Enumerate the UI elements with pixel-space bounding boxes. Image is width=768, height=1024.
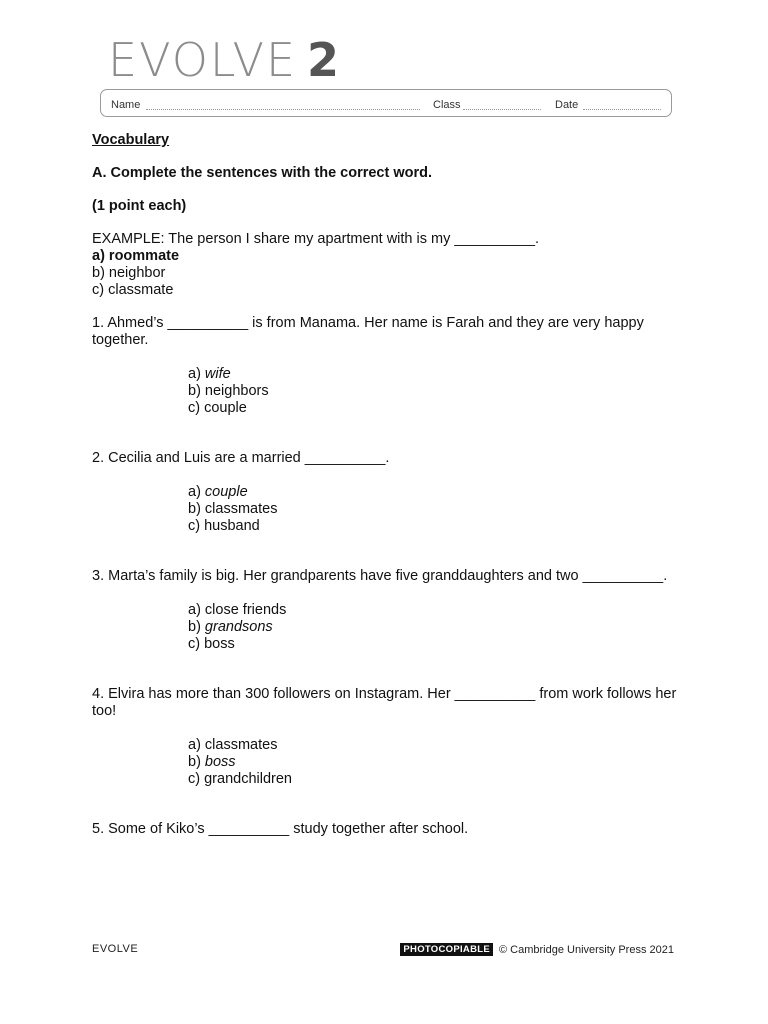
option-letter: a): [188, 602, 205, 618]
points-note: (1 point each): [92, 198, 187, 214]
brand-logo: [108, 34, 339, 86]
option-letter: a): [188, 484, 205, 500]
answer-option[interactable]: [188, 771, 692, 788]
option-letter: b): [188, 501, 205, 517]
option-word: neighbors: [204, 383, 269, 399]
section-title: Vocabulary: [92, 132, 170, 148]
question-block: [92, 686, 692, 788]
answer-option[interactable]: [188, 383, 692, 400]
brand-level: 2: [307, 33, 340, 87]
option-word: grandchildren: [204, 771, 292, 787]
date-field-line[interactable]: [583, 109, 661, 110]
name-field-line[interactable]: [146, 109, 420, 110]
option-letter: b): [188, 754, 205, 770]
option-word: couple: [204, 484, 248, 500]
question-text: 2. Cecilia and Luis are a married __________.: [92, 450, 390, 466]
example-option: c) classmate: [92, 282, 174, 298]
answer-options: [188, 602, 692, 653]
instructions: A. Complete the sentences with the correct word.: [92, 165, 433, 181]
answer-options: [188, 737, 692, 788]
question-list: [92, 315, 692, 838]
answer-options: [188, 366, 692, 417]
option-letter: a): [188, 737, 205, 753]
option-word: close friends: [204, 602, 287, 618]
worksheet-body: [92, 132, 692, 838]
answer-option[interactable]: [188, 602, 692, 619]
example-question: EXAMPLE: The person I share my apartment with is my __________.: [92, 231, 540, 247]
option-letter: b): [188, 619, 205, 635]
option-word: classmates: [204, 501, 278, 517]
question-text: 1. Ahmed’s __________ is from Manama. Her name is Farah and they are very happy together.: [92, 315, 644, 348]
answer-option[interactable]: [188, 366, 692, 383]
answer-option[interactable]: [188, 518, 692, 535]
answer-option[interactable]: [188, 400, 692, 417]
question-block: [92, 568, 692, 653]
footer-brand: EVOLVE: [92, 943, 139, 955]
date-label: Date: [555, 99, 579, 111]
option-letter: c): [188, 636, 205, 652]
question-block: [92, 821, 692, 838]
name-label: Name: [111, 99, 141, 111]
example-block: [92, 231, 692, 299]
example-option: a) roommate: [92, 248, 180, 264]
option-letter: a): [188, 366, 205, 382]
answer-option[interactable]: [188, 636, 692, 653]
option-letter: c): [188, 518, 205, 534]
option-word: boss: [204, 636, 235, 652]
option-word: classmates: [204, 737, 278, 753]
class-field-line[interactable]: [463, 109, 541, 110]
option-word: boss: [204, 754, 236, 770]
answer-options: [188, 484, 692, 535]
option-word: husband: [204, 518, 260, 534]
answer-option[interactable]: [188, 737, 692, 754]
answer-option[interactable]: [188, 501, 692, 518]
question-block: [92, 450, 692, 535]
question-text: 3. Marta’s family is big. Her grandparents have five granddaughters and two __________.: [92, 568, 668, 584]
option-letter: c): [188, 771, 205, 787]
option-word: grandsons: [204, 619, 273, 635]
question-text: 5. Some of Kiko’s __________ study together after school.: [92, 821, 469, 837]
option-word: wife: [204, 366, 231, 382]
option-letter: b): [188, 383, 205, 399]
option-letter: c): [188, 400, 205, 416]
answer-option[interactable]: [188, 619, 692, 636]
copyright-text: © Cambridge University Press 2021: [498, 943, 674, 956]
question-text: 4. Elvira has more than 300 followers on Instagram. Her __________ from work follows her too!: [92, 686, 677, 719]
answer-option[interactable]: [188, 754, 692, 771]
option-word: couple: [204, 400, 247, 416]
example-option: b) neighbor: [92, 265, 166, 281]
class-label: Class: [433, 99, 461, 111]
footer-copyright-group: [400, 943, 674, 956]
photocopiable-badge: PHOTOCOPIABLE: [400, 943, 493, 956]
answer-option[interactable]: [188, 484, 692, 501]
student-info-bar: [100, 89, 672, 117]
question-block: [92, 315, 692, 417]
brand-word: EVOLVE: [108, 33, 298, 87]
